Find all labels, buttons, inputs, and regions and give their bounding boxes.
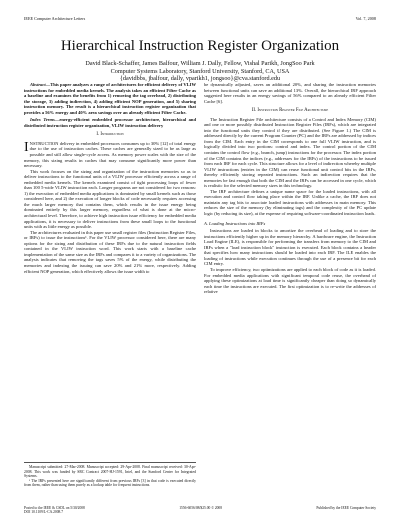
footnotes	[24, 462, 196, 488]
intro-paragraph-3: The architectures evaluated in this paper use small register files (Instruction Register Files, or IRFs) to issue the instructions¹. For the VLIW processor considered here, there are many options for the sizing and distribution of these IRFs due to the natural instruction fields contained in the VLIW instruction word. This work starts with a baseline cache implementation of the same size as the IRFs and compares it to a variety of organizations. The analysis indicates that removing the tags saves 5% of the energy, while distributing the memories and indexing the issuing can save 20% and 21% more, respectively. Adding efficient NOP generation, which effectively allows the issue width to	[24, 229, 196, 274]
publisher: Published by the IEEE Computer Society	[316, 506, 376, 510]
author-emails: {davidbbs, jbalfour, dally, vparikh1, jongsoo}@cva.stanford.edu	[119, 75, 281, 83]
author-names: David Black-Schaffer, James Balfour, William J. Dally, Fellow, Vishal Parikh, JongSoo Park	[85, 60, 315, 67]
abstract	[24, 82, 196, 115]
right-paragraph-1: be dynamically adjusted, saves an additional 20%, and sharing the instruction memories between functional units can save an additional 13%. Overall, the hierarchical IRF approach suggested here results in an energy savings of 56% compared to an already efficient Filter Cache [6].	[204, 82, 376, 104]
section-heading-architecture: II. Instruction Register File Architecture	[251, 108, 329, 114]
journal-name: IEEE Computer Architecture Letters	[24, 16, 86, 21]
index-terms-label: Index Terms	[30, 117, 55, 123]
arch-paragraph-1: The Instruction Register File architecture consists of a Control and Index Memory (CIM) and one or more possibly distributed Instruction Register Files (IRFs), which are integrated into the functional units they control if they are distributed. (See Figure 1.) The CIM is addressed directly by the current Program Counter (PC) and the IRFs are addressed by indices from the CIM. Each entry in the CIM corresponds to one full VLIW instruction, and is logically divided into two portions: control and index. The control portion of the CIM contains the control flow (e.g., branch, jump) instructions for the processor. The index portion of the CIM contains the indices (e.g., addresses for the IRFs) of the instructions to be issued from each IRF for each cycle. This structure allows for a level of indirection whereby multiple VLIW instructions (entries in the CIM) can reuse functional unit control bits in the IRFs, thereby efficiently storing repeated instructions. Such an indirection requires that the memories be fast enough that both the CIM and the IRFs can be accessed in one cycle, which is realistic for the selected memory sizes in this technology.	[204, 116, 376, 189]
author-affiliation: Computer Systems Laboratory, Stanford University, Stanford, CA, USA	[110, 67, 290, 75]
footer-left	[24, 506, 85, 515]
intro-paragraph-1	[24, 141, 196, 169]
section-heading-introduction: I. Introduction	[96, 132, 124, 138]
intro-paragraph-1-text: NSTRUCTION delivery in embedded processors consumes up to 30% [12] of total energy due to the use of instruction caches. These caches are generally sized to be as large as possible and still allow single-cycle access. As memory power scales with the size of the memory, this sizing results in caches that may consume significantly more power than necessary.	[24, 140, 196, 169]
manuscript-note: Manuscript submitted: 27-Mar-2008. Manuscript accepted: 29-Apr-2008. Final manuscript received: 30-Apr-2008. This work was funded by SRC Contract 2007-HJ-1591, Intel, and the Stanford Center for Integrated Systems.	[24, 465, 196, 479]
index-terms	[24, 117, 196, 128]
page-footer	[24, 506, 376, 515]
posted-note: Posted to the IEEE & CSDL on 5/30/2008	[24, 506, 85, 510]
arch-paragraph-2: The IRF architecture defines a unique name space for the loaded instructions, with all execution and control flow taking place within the IRF. Unlike a cache, the IRF does not maintain any tag bits to associate loaded instructions with addresses in main memory. This reduces the size of the memory (by eliminating tags) and the complexity of the PC update logic (by reducing its size), at the expense of requiring software-coordinated instruction loads.	[204, 188, 376, 217]
running-header	[24, 16, 376, 21]
issn: 1556-6056/08/$25.00 © 2008	[179, 506, 223, 510]
footnote-1: ¹ The IRFs presented here are significantly different from previous IRFs [3] in that code is executed directly from them, rather than using them purely as a lookup table for frequent instructions.	[24, 478, 196, 488]
subsection-paragraph-1: Instructions are loaded in blocks to amortize the overhead of loading and to store the instructions efficiently higher up in the memory hierarchy. A hardware engine, the Instruction Load Engine (ILE), is responsible for performing the transfers from memory to the CIM and IRFs when a "load instruction block" instruction is executed. Each block contains a header that specifies how many instructions should be loaded into each IRF. The ILE enables the loading of instructions while execution continues through the use of a presence bit for each CIM entry.	[204, 228, 376, 267]
left-column	[24, 82, 196, 274]
volume-label: Vol. 7, 2008	[355, 16, 376, 21]
drop-cap: I	[24, 139, 29, 155]
paper-title: Hierarchical Instruction Register Organization	[60, 38, 340, 54]
intro-paragraph-2: This work focuses on the sizing and organization of the instruction memories so as to deliver instructions to the functional units of a VLIW processor efficiently across a range of embedded media kernels. The kernels examined consist of tight processing loops of fewer than 100 5-wide VLIW instruction each. Longer programs are not considered for two reasons: 1) the execution of embedded media applications is dominated by small kernels such as those considered here, and 2) the execution of longer blocks of code necessarily requires accessing the much larger memory that contains them, which results in the issue energy being dominated entirely by this larger memory, regardless of what is done at the micro-architectural level. Therefore, to achieve high instruction issue efficiency for embedded media applications, it is necessary to deliver instructions from these small loops to the functional units with as little energy as possible.	[24, 168, 196, 230]
subsection-paragraph-2: To improve efficiency, two optimizations are applied to each block of code as it is loaded. For embedded media applications with significant temporal code reuse, the overhead of applying these optimizations at load time is significantly cheaper than doing so dynamically each time the instructions are executed. The first optimization is to re-write the addresses of relative	[204, 266, 376, 295]
subsection-heading-loading: A. Loading Instructions into IRFs	[204, 220, 266, 226]
author-block	[20, 60, 380, 83]
abstract-label: Abstract	[30, 82, 46, 87]
doi: DOI 10.1109/L-CA.2008.7	[24, 510, 63, 515]
abstract-text: —This paper analyzes a range of architectures for efficient delivery of VLIW instructions for embedded media kernels. The analysis takes an efficient Filter Cache as a baseline and examines the benefits from 1) removing the tag overhead, 2) distributing the storage, 3) adding indirection, 4) adding efficient NOP generation, and 5) sharing instruction memory. The result is a hierarchical instruction register organization that provides a 56% energy and 40% area savings over an already efficient Filter Cache.	[24, 82, 196, 115]
index-terms-text: —energy-efficient embedded processor architecture, hierarchical and distributed instruction register organization, VLIW instruction delivery	[24, 117, 196, 128]
right-column	[204, 82, 376, 295]
